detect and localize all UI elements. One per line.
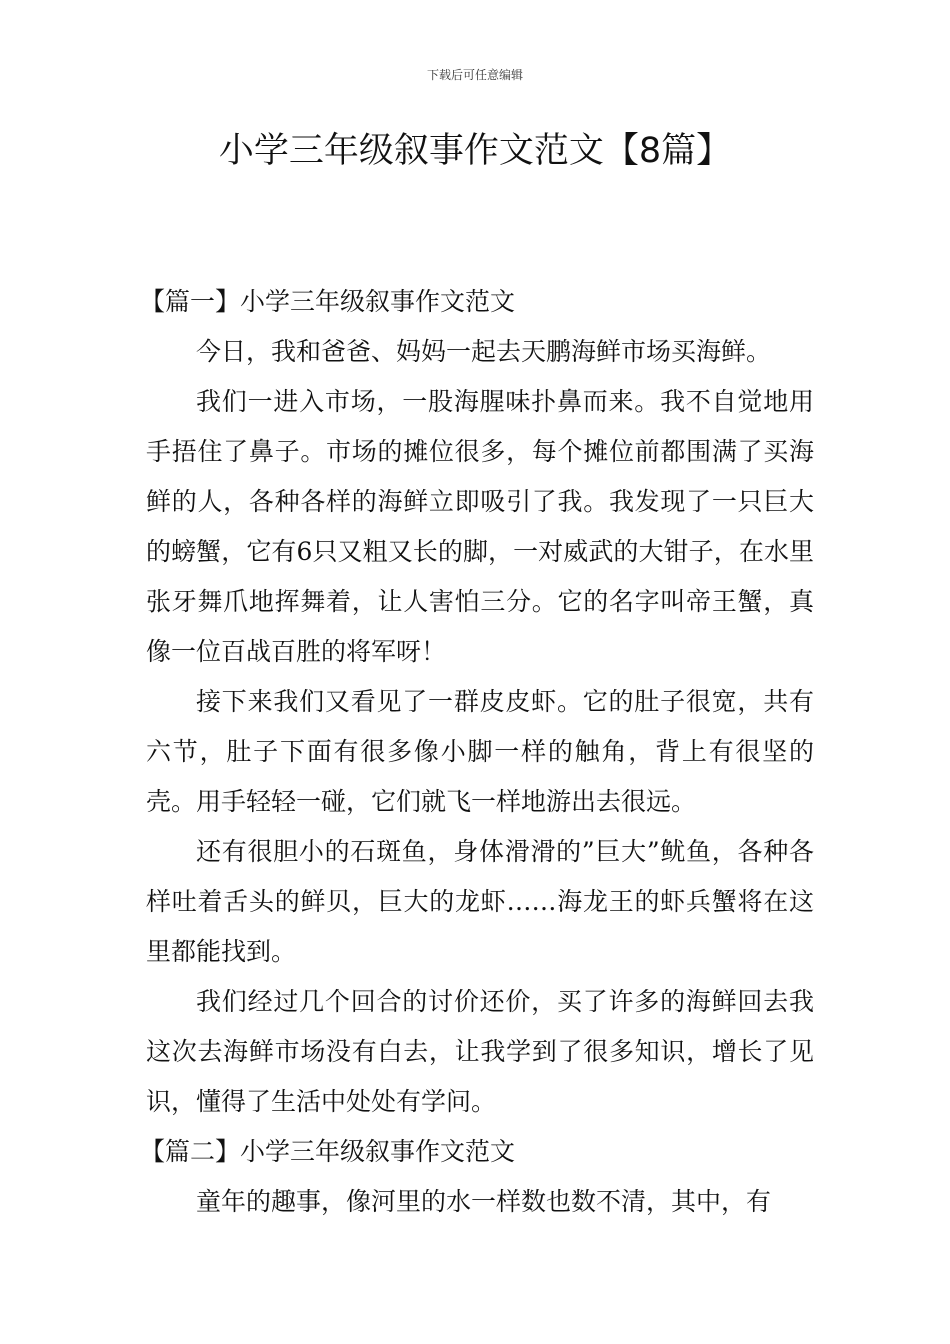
paragraph: 今日，我和爸爸、妈妈一起去天鹏海鲜市场买海鲜。 xyxy=(196,337,772,366)
paragraph: 童年的趣事，像河里的水一样数也数不清，其中，有 xyxy=(196,1187,772,1216)
paragraph: 我们经过几个回合的讨价还价，买了许多的海鲜回去我这次去海鲜市场没有白去，让我学到了很多知识，增长了见识，懂得了生活中处处有学问。 xyxy=(146,987,814,1116)
section-2 xyxy=(140,1127,814,1227)
document-title: 小学三年级叙事作文范文【8篇】 xyxy=(218,131,732,171)
header-note: 下载后可任意编辑 xyxy=(426,68,523,82)
section-1 xyxy=(140,277,814,1127)
section-heading: 【篇一】小学三年级叙事作文范文 xyxy=(140,287,516,316)
paragraph: 还有很胆小的石斑鱼，身体滑滑的”巨大”鱿鱼，各种各样吐着舌头的鲜贝，巨大的龙虾……海龙王的虾兵蟹将在这里都能找到。 xyxy=(146,837,814,966)
paragraph: 接下来我们又看见了一群皮皮虾。它的肚子很宽，共有六节，肚子下面有很多像小脚一样的触角，背上有很坚的壳。用手轻轻一碰，它们就飞一样地游出去很远。 xyxy=(146,687,814,816)
document-body xyxy=(140,277,814,1227)
section-heading: 【篇二】小学三年级叙事作文范文 xyxy=(140,1137,516,1166)
paragraph: 我们一进入市场，一股海腥味扑鼻而来。我不自觉地用手捂住了鼻子。市场的摊位很多，每个摊位前都围满了买海鲜的人，各种各样的海鲜立即吸引了我。我发现了一只巨大的螃蟹，它有6只又粗又长的脚，一对威武的大钳子，在水里张牙舞爪地挥舞着，让人害怕三分。它的名字叫帝王蟹，真像一位百战百胜的将军呀！ xyxy=(146,387,814,666)
